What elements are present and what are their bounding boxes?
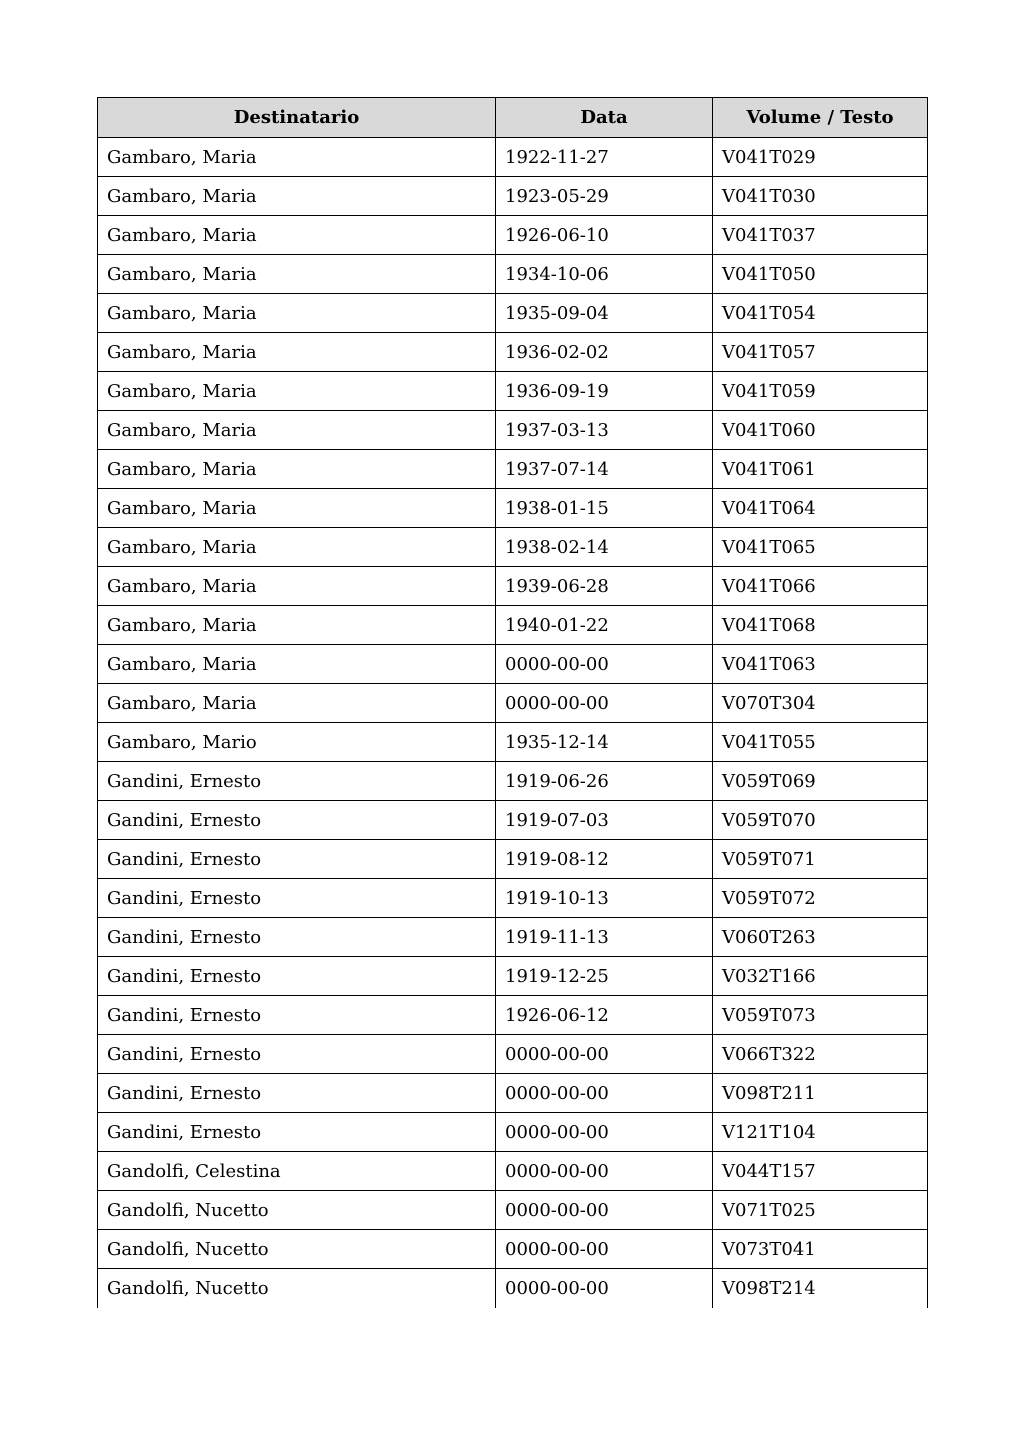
table-row — [98, 138, 928, 177]
table-row — [98, 1152, 928, 1191]
cell-recipient: Gandini, Ernesto — [98, 840, 496, 879]
cell-recipient: Gandolfi, Nucetto — [98, 1191, 496, 1230]
cell-recipient: Gambaro, Maria — [98, 294, 496, 333]
cell-recipient: Gandini, Ernesto — [98, 762, 496, 801]
cell-recipient: Gandini, Ernesto — [98, 957, 496, 996]
cell-date: 0000-00-00 — [496, 684, 713, 723]
cell-date: 1919-11-13 — [496, 918, 713, 957]
cell-recipient: Gandini, Ernesto — [98, 1074, 496, 1113]
table-row — [98, 801, 928, 840]
cell-volume-text: V044T157 — [713, 1152, 928, 1191]
cell-date: 1937-07-14 — [496, 450, 713, 489]
cell-date: 1923-05-29 — [496, 177, 713, 216]
cell-recipient: Gambaro, Maria — [98, 684, 496, 723]
header-volume-text: Volume / Testo — [713, 98, 928, 138]
cell-date: 1936-02-02 — [496, 333, 713, 372]
cell-date: 0000-00-00 — [496, 645, 713, 684]
table-row — [98, 723, 928, 762]
table-row — [98, 996, 928, 1035]
cell-recipient: Gambaro, Maria — [98, 216, 496, 255]
cell-volume-text: V041T064 — [713, 489, 928, 528]
table-row — [98, 528, 928, 567]
table-row — [98, 255, 928, 294]
cell-recipient: Gambaro, Maria — [98, 411, 496, 450]
cell-recipient: Gambaro, Maria — [98, 177, 496, 216]
table-row — [98, 957, 928, 996]
table-row — [98, 1113, 928, 1152]
cell-volume-text: V121T104 — [713, 1113, 928, 1152]
cell-recipient: Gambaro, Maria — [98, 372, 496, 411]
cell-recipient: Gambaro, Maria — [98, 606, 496, 645]
table-row — [98, 840, 928, 879]
cell-volume-text: V041T055 — [713, 723, 928, 762]
cell-volume-text: V041T059 — [713, 372, 928, 411]
table-row — [98, 177, 928, 216]
cell-recipient: Gambaro, Maria — [98, 567, 496, 606]
table-row — [98, 450, 928, 489]
cell-volume-text: V041T065 — [713, 528, 928, 567]
cell-volume-text: V098T211 — [713, 1074, 928, 1113]
cell-date: 1938-02-14 — [496, 528, 713, 567]
cell-date: 1926-06-12 — [496, 996, 713, 1035]
table-header — [98, 98, 928, 138]
cell-volume-text: V073T041 — [713, 1230, 928, 1269]
cell-date: 1934-10-06 — [496, 255, 713, 294]
cell-date: 0000-00-00 — [496, 1035, 713, 1074]
cell-volume-text: V041T057 — [713, 333, 928, 372]
cell-recipient: Gambaro, Maria — [98, 138, 496, 177]
table-row — [98, 918, 928, 957]
header-date: Data — [496, 98, 713, 138]
cell-recipient: Gambaro, Maria — [98, 645, 496, 684]
table-row — [98, 645, 928, 684]
cell-recipient: Gandini, Ernesto — [98, 996, 496, 1035]
cell-date: 1936-09-19 — [496, 372, 713, 411]
cell-volume-text: V059T069 — [713, 762, 928, 801]
cell-date: 1919-12-25 — [496, 957, 713, 996]
cell-recipient: Gambaro, Maria — [98, 333, 496, 372]
table-row — [98, 294, 928, 333]
cell-volume-text: V041T030 — [713, 177, 928, 216]
table-row — [98, 684, 928, 723]
cell-volume-text: V032T166 — [713, 957, 928, 996]
cell-recipient: Gandolfi, Celestina — [98, 1152, 496, 1191]
header-row — [98, 98, 928, 138]
cell-recipient: Gambaro, Maria — [98, 528, 496, 567]
cell-date: 1919-08-12 — [496, 840, 713, 879]
table-row — [98, 333, 928, 372]
cell-volume-text: V066T322 — [713, 1035, 928, 1074]
cell-recipient: Gandolfi, Nucetto — [98, 1269, 496, 1308]
cell-recipient: Gandolfi, Nucetto — [98, 1230, 496, 1269]
cell-date: 1937-03-13 — [496, 411, 713, 450]
cell-recipient: Gambaro, Maria — [98, 489, 496, 528]
cell-volume-text: V071T025 — [713, 1191, 928, 1230]
cell-recipient: Gambaro, Mario — [98, 723, 496, 762]
table-row — [98, 372, 928, 411]
cell-date: 0000-00-00 — [496, 1191, 713, 1230]
table-row — [98, 606, 928, 645]
cell-date: 0000-00-00 — [496, 1230, 713, 1269]
table-row — [98, 1074, 928, 1113]
cell-date: 1935-12-14 — [496, 723, 713, 762]
cell-volume-text: V041T063 — [713, 645, 928, 684]
table-row — [98, 762, 928, 801]
cell-date: 1919-10-13 — [496, 879, 713, 918]
cell-volume-text: V070T304 — [713, 684, 928, 723]
cell-date: 1919-06-26 — [496, 762, 713, 801]
cell-date: 1938-01-15 — [496, 489, 713, 528]
table-body — [98, 138, 928, 1308]
cell-recipient: Gandini, Ernesto — [98, 1035, 496, 1074]
table-row — [98, 216, 928, 255]
cell-recipient: Gandini, Ernesto — [98, 1113, 496, 1152]
table-row — [98, 1191, 928, 1230]
cell-date: 1919-07-03 — [496, 801, 713, 840]
table-row — [98, 1269, 928, 1308]
table-row — [98, 411, 928, 450]
cell-volume-text: V098T214 — [713, 1269, 928, 1308]
cell-volume-text: V041T054 — [713, 294, 928, 333]
cell-recipient: Gandini, Ernesto — [98, 918, 496, 957]
cell-recipient: Gambaro, Maria — [98, 255, 496, 294]
header-recipient: Destinatario — [98, 98, 496, 138]
cell-volume-text: V041T050 — [713, 255, 928, 294]
cell-volume-text: V059T071 — [713, 840, 928, 879]
cell-date: 1935-09-04 — [496, 294, 713, 333]
table-row — [98, 489, 928, 528]
table-row — [98, 1035, 928, 1074]
cell-recipient: Gandini, Ernesto — [98, 801, 496, 840]
letters-table — [97, 97, 928, 1308]
cell-volume-text: V041T060 — [713, 411, 928, 450]
cell-volume-text: V059T070 — [713, 801, 928, 840]
cell-date: 0000-00-00 — [496, 1113, 713, 1152]
cell-volume-text: V059T072 — [713, 879, 928, 918]
cell-recipient: Gandini, Ernesto — [98, 879, 496, 918]
cell-date: 1926-06-10 — [496, 216, 713, 255]
cell-volume-text: V041T037 — [713, 216, 928, 255]
cell-recipient: Gambaro, Maria — [98, 450, 496, 489]
table-row — [98, 879, 928, 918]
cell-volume-text: V060T263 — [713, 918, 928, 957]
cell-volume-text: V059T073 — [713, 996, 928, 1035]
cell-date: 1939-06-28 — [496, 567, 713, 606]
cell-date: 1922-11-27 — [496, 138, 713, 177]
cell-volume-text: V041T066 — [713, 567, 928, 606]
cell-date: 0000-00-00 — [496, 1269, 713, 1308]
table-row — [98, 1230, 928, 1269]
cell-volume-text: V041T068 — [713, 606, 928, 645]
table-row — [98, 567, 928, 606]
cell-date: 1940-01-22 — [496, 606, 713, 645]
cell-volume-text: V041T061 — [713, 450, 928, 489]
cell-date: 0000-00-00 — [496, 1152, 713, 1191]
cell-date: 0000-00-00 — [496, 1074, 713, 1113]
cell-volume-text: V041T029 — [713, 138, 928, 177]
